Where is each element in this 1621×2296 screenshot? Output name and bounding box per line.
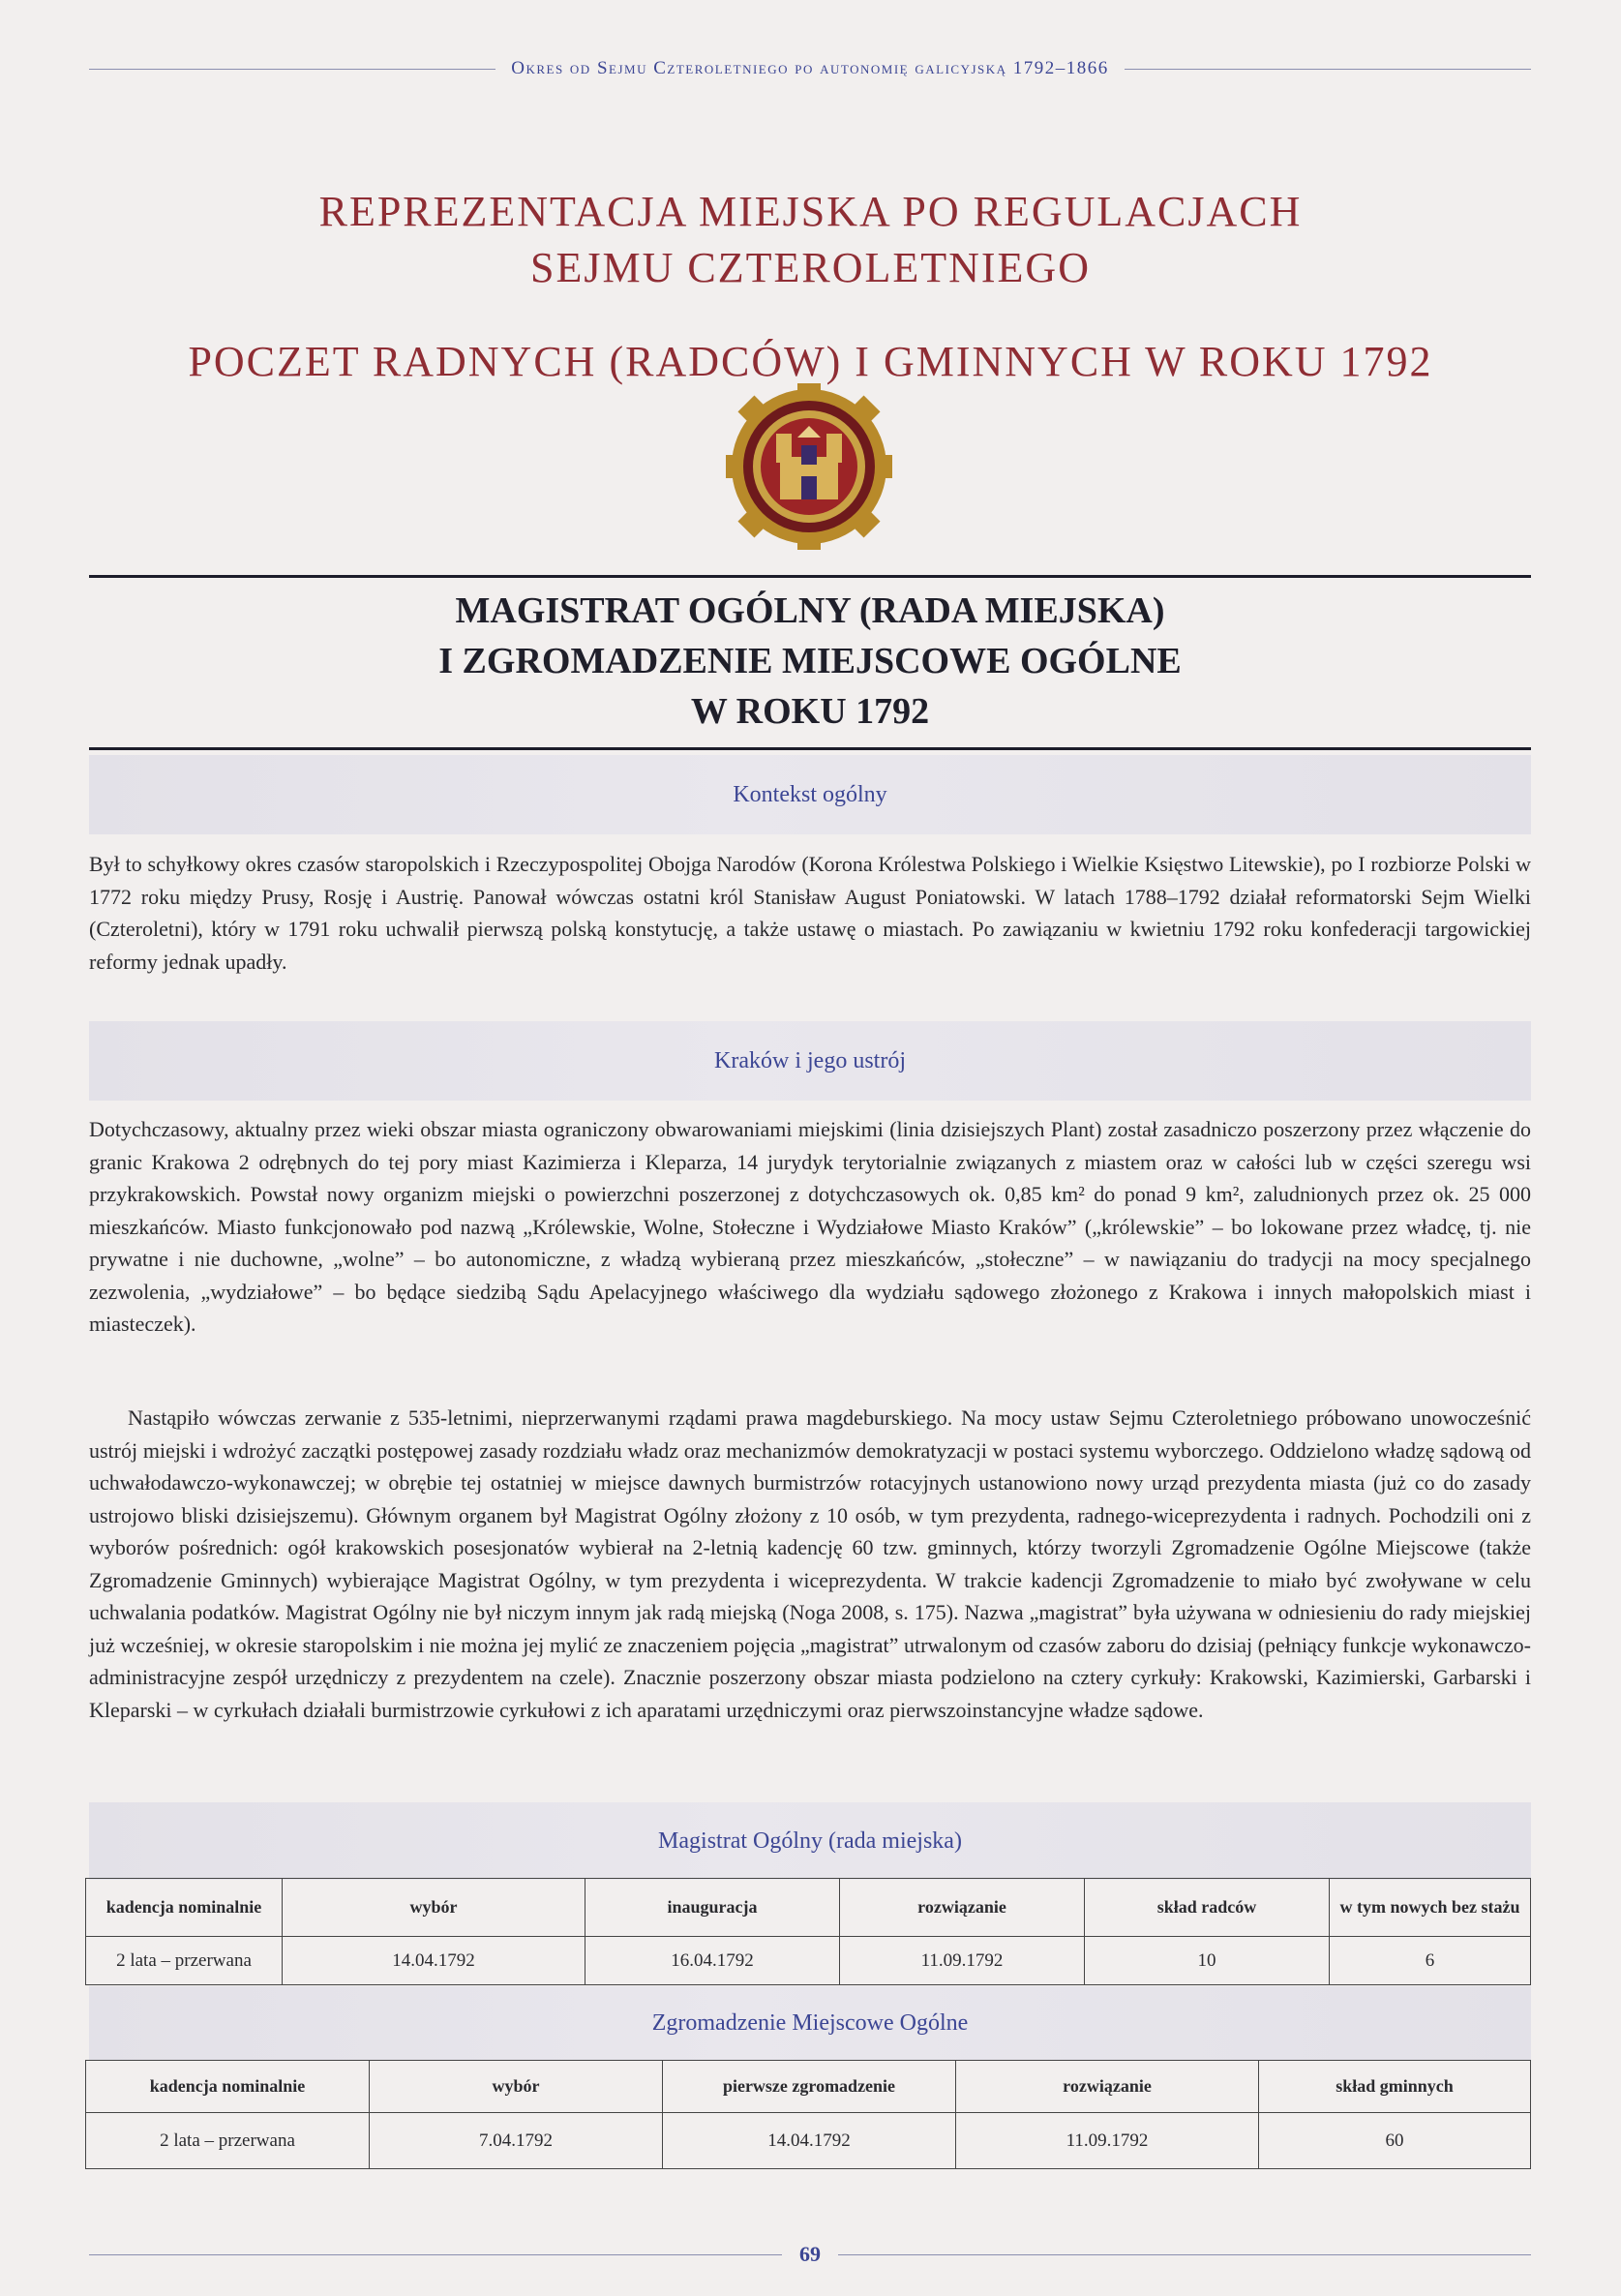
running-header (89, 54, 1531, 83)
column-header: pierwsze zgromadzenie (663, 2061, 956, 2113)
column-header: rozwiązanie (840, 1879, 1085, 1937)
main-heading-line-1: MAGISTRAT OGÓLNY (RADA MIEJSKA) (455, 590, 1165, 631)
table-cell: 2 lata – przerwana (86, 2113, 370, 2169)
column-header: kadencja nominalnie (86, 2061, 370, 2113)
title-line-3: POCZET RADNYCH (RADCÓW) I GMINNYCH W ROKU 1792 (188, 338, 1433, 385)
footer-rule-left (89, 2254, 782, 2255)
column-header: skład radców (1085, 1879, 1330, 1937)
table-cell: 16.04.1792 (585, 1937, 840, 1985)
table-cell: 10 (1085, 1937, 1330, 1985)
table-header-row (86, 2061, 1531, 2113)
table-cell: 2 lata – przerwana (86, 1937, 283, 1985)
section-heading-krakow: Kraków i jego ustrój (89, 1021, 1531, 1101)
column-header: wybór (283, 1879, 585, 1937)
column-header: w tym nowych bez stażu (1330, 1879, 1531, 1937)
page-footer (89, 2238, 1531, 2271)
context-paragraph: Był to schyłkowy okres czasów staropolskich i Rzeczypospolitej Obojga Narodów (Korona Królestwa Polskiego i Wielkie Księstwo Litewskie), po I rozbiorze Polski w 1772 roku między Prusy, Rosję i Austrię. Panował wówczas ostatni król Stanisław August Poniatowski. W latach 1788–1792 działał reformatorski Sejm Wielki (Czteroletni), który w 1791 roku uchwalił pierwszą polską konstytucję, a także ustawę o miastach. Po zawiązaniu w kwietniu 1792 roku konfederacji targowickiej reformy jednak upadły. (89, 852, 1531, 974)
header-rule-right (1125, 69, 1531, 70)
title-line-1: REPREZENTACJA MIEJSKA PO REGULACJACH (318, 188, 1303, 235)
table-cell: 6 (1330, 1937, 1531, 1985)
krakow-paragraph-2: Nastąpiło wówczas zerwanie z 535-letnimi, nieprzerwanymi rządami prawa magdeburskiego. Na mocy ustaw Sejmu Czteroletniego próbowano unowocześnić ustrój miejski i wdrożyć zaczątki postępowej zasady rozdziału władz oraz mechanizmów demokratyzacji w postaci systemu wyborczego. Oddzielono władzę sądową od uchwałodawczo-wykonawczej; w obrębie tej ostatniej w miejsce dawnych burmistrzów rotacyjnych ustanowiono nowy urząd prezydenta miasta (już co do zasady ustrojowo bliski dzisiejszemu). Głównym organem był Magistrat Ogólny złożony z 10 osób, w tym prezydenta, radnego-wiceprezydenta i radnych. Pochodzili oni z wyborów pośrednich: ogół krakowskich posesjonatów wybierał na 2-letnią kadencję 60 tzw. gminnych, którzy tworzyli Zgromadzenie Ogólne Miejscowe (także Zgromadzenie Gminnych) wybierające Magistrat Ogólny, w tym prezydenta i wiceprezydenta. W trakcie kadencji Zgromadzenie to miało być zwoływane w celu uchwalania podatków. Magistrat Ogólny nie był niczym innym jak radą miejską (Noga 2008, s. 175). Nazwa „magistrat” była używana w odniesieniu do rady miejskiej już wcześniej, w okresie staropolskim i nie można jej mylić ze znaczeniem pojęcia „magistrat” utrwalonym od czasów zaboru do dzisiaj (pełniący funkcje wykonawczo-administracyjne zespół urzędniczy z prezydentem na czele). Znacznie poszerzony obszar miasta podzielono na cztery cyrkuły: Krakowski, Kazimierski, Garbarski i Kleparski – w cyrkułach działali burmistrzowie cyrkułowi z ich aparatami urzędniczymi oraz pierwszoinstancyjne władze sądowe. (89, 1405, 1531, 1722)
table-cell: 14.04.1792 (663, 2113, 956, 2169)
main-heading (89, 586, 1531, 737)
title-line-2: SEJMU CZTEROLETNIEGO (530, 244, 1091, 291)
column-header: wybór (370, 2061, 663, 2113)
page-number: 69 (799, 2242, 821, 2266)
krakow-coat-of-arms-icon (726, 383, 892, 550)
column-header: inauguracja (585, 1879, 840, 1937)
zgromadzenie-table (85, 2060, 1531, 2169)
table-heading-magistrat: Magistrat Ogólny (rada miejska) (89, 1802, 1531, 1880)
krakow-paragraph-1: Dotychczasowy, aktualny przez wieki obszar miasta ograniczony obwarowaniami miejskimi (linia dzisiejszych Plant) został zasadniczo poszerzony przez włączenie do granic Krakowa 2 odrębnych do tej pory miast Kazimierza i Kleparza, 14 jurydyk terytorialnie związanych z miastem oraz w całości lub w części szeregu wsi przykrakowskich. Powstał nowy organizm miejski o powierzchni poszerzonej z dotychczasowych ok. 0,85 km² do ponad 9 km², zaludnionych przez ok. 25 000 mieszkańców. Miasto funkcjonowało pod nazwą „Królewskie, Wolne, Stołeczne i Wydziałowe Miasto Kraków” („królewskie” – bo lokowane przez władcę, tj. nie prywatne i nie duchowne, „wolne” – bo autonomiczne, z władzą wybieraną przez mieszkańców, „stołeczne” – w nawiązaniu do tradycji na mocy specjalnego zezwolenia, „wydziałowe” – bo będące siedzibą Sądu Apelacyjnego właściwego dla wydziału sądowego złożonego z Krakowa i innych małopolskich miast i miasteczek). (89, 1117, 1531, 1336)
running-header-text: Okres od Sejmu Czteroletniego po autonomię galicyjską 1792–1866 (511, 58, 1109, 78)
footer-rule-right (838, 2254, 1531, 2255)
page-title (0, 184, 1621, 386)
heading-rule-top (89, 575, 1531, 578)
column-header: skład gminnych (1259, 2061, 1531, 2113)
header-rule-left (89, 69, 495, 70)
column-header: rozwiązanie (956, 2061, 1259, 2113)
table-heading-zgromadzenie: Zgromadzenie Miejscowe Ogólne (89, 1986, 1531, 2060)
magistrat-table (85, 1878, 1531, 1985)
table-cell: 14.04.1792 (283, 1937, 585, 1985)
table-header-row (86, 1879, 1531, 1937)
table-cell: 11.09.1792 (840, 1937, 1085, 1985)
table-cell: 7.04.1792 (370, 2113, 663, 2169)
table-row (86, 1937, 1531, 1985)
heading-rule-bottom (89, 747, 1531, 750)
table-cell: 11.09.1792 (956, 2113, 1259, 2169)
table-row (86, 2113, 1531, 2169)
section-heading-context: Kontekst ogólny (89, 755, 1531, 834)
column-header: kadencja nominalnie (86, 1879, 283, 1937)
main-heading-line-3: W ROKU 1792 (690, 691, 930, 732)
table-cell: 60 (1259, 2113, 1531, 2169)
main-heading-line-2: I ZGROMADZENIE MIEJSCOWE OGÓLNE (438, 641, 1182, 681)
